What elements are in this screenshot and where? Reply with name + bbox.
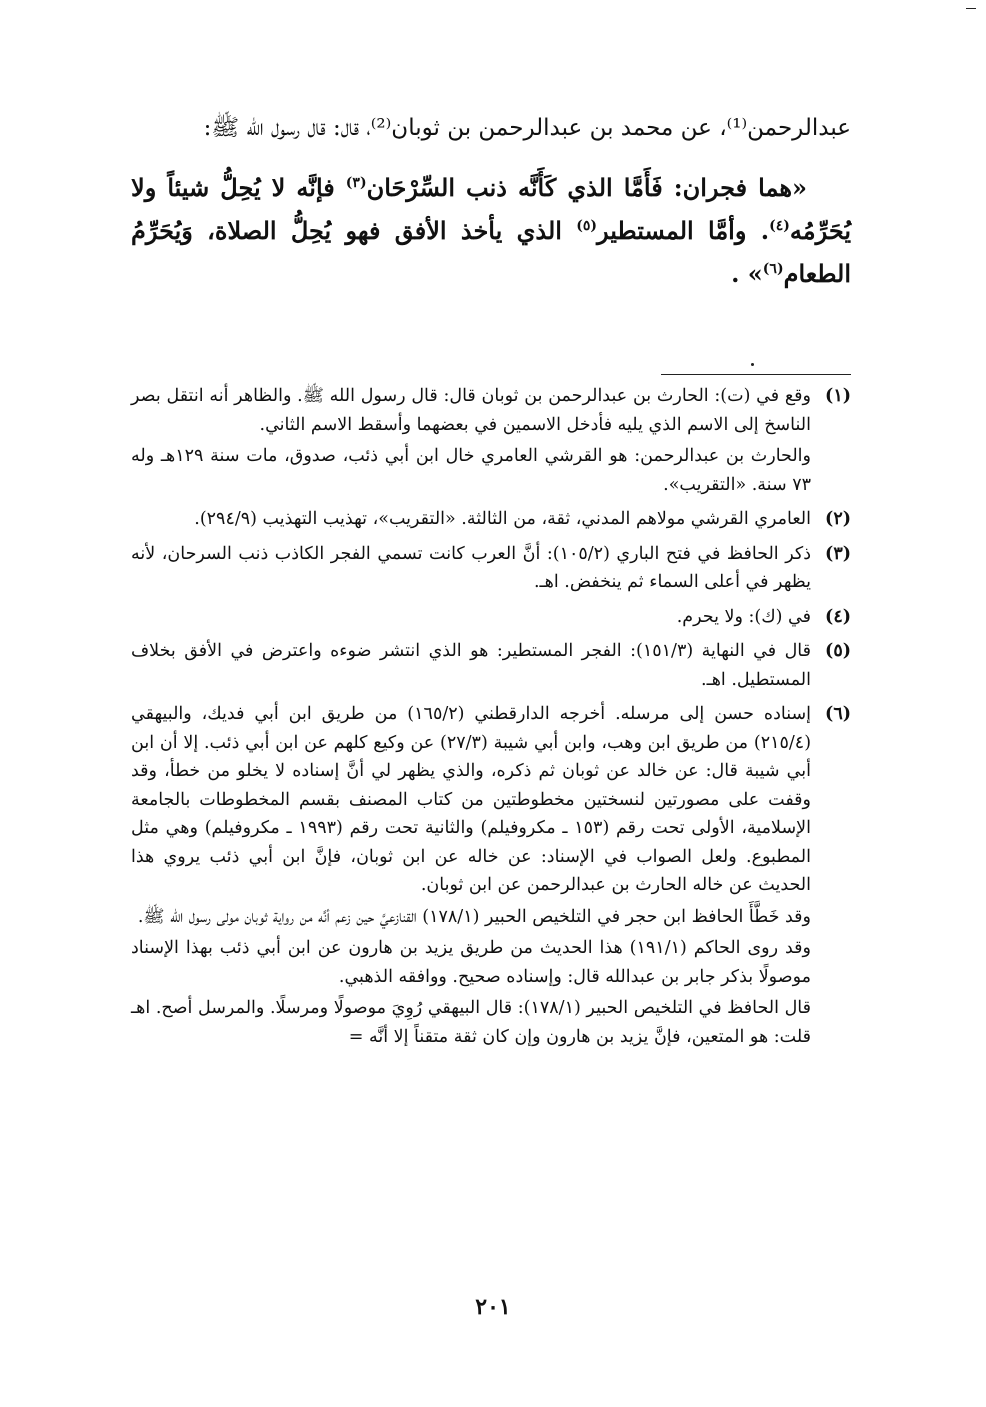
footnote-paragraph: قال في النهاية (١٥١/٣): الفجر المستطير: هو الذي انتشر ضوءه واعترض في الأفق بخلاف المستطيل. اهـ. bbox=[131, 641, 811, 690]
intro-paragraph: عبدالرحمن⁽¹⁾، عن محمد بن عبدالرحمن بن ثوبان⁽²⁾، قال: قال رسول الله ﷺ: bbox=[203, 115, 851, 141]
footnote-number: (٢) bbox=[825, 509, 851, 529]
footnote-ref: (٤) bbox=[769, 218, 790, 234]
footnote-body bbox=[131, 700, 811, 1054]
footnote-body bbox=[131, 603, 811, 635]
footnotes bbox=[131, 382, 851, 1057]
footnote-body bbox=[131, 382, 811, 502]
hadith-segment: «هما فجران: فَأَمَّا الذي كَأَنَّه ذنب السِّرْحَان bbox=[366, 173, 808, 202]
footnote-2 bbox=[131, 505, 851, 537]
footnote-3 bbox=[131, 540, 851, 600]
footnote-paragraph: وقد خَطَّأَ الحافظ ابن حجر في التلخيص الحبير (١٧٨/١) القنازعيَّ حين زعم أنَّه من رواية ثوبان مولى رسول الله ﷺ. bbox=[137, 906, 811, 927]
footnote-paragraph: قال الحافظ في التلخيص الحبير (١٧٨/١): قال البيهقي رُوِيَ موصولًا ومرسلًا. والمرسل أصح. اهـ قلت: هو المتعين، فإنَّ يزيد بن هارون وإن كان ثقة متقناً إلا أنَّه = bbox=[131, 998, 812, 1047]
hadith-segment: . وأمَّا المستطير bbox=[597, 216, 770, 245]
divider-dot bbox=[751, 363, 754, 366]
footnote-divider bbox=[661, 374, 851, 375]
footnote-number: (٦) bbox=[825, 704, 851, 724]
hadith-segment: » . bbox=[731, 259, 763, 288]
footnote-body bbox=[131, 637, 811, 697]
corner-mark bbox=[966, 8, 976, 9]
footnote-1 bbox=[131, 382, 851, 502]
footnote-paragraph: في (ك): ولا يحرم. bbox=[676, 606, 811, 627]
footnote-4 bbox=[131, 603, 851, 635]
footnote-paragraph: العامري القرشي مولاهم المدني، ثقة، من الثالثة. «التقريب»، تهذيب التهذيب (٢٩٤/٩). bbox=[194, 509, 811, 529]
page-number: ٢٠١ bbox=[475, 1294, 511, 1320]
footnote-ref: (٥) bbox=[576, 218, 598, 234]
hadith-segment: الذي يأخذ الأفق فهو يُحِلُّ الصلاة، وَيُحَرِّمُ الطعام bbox=[131, 216, 851, 288]
footnote-body bbox=[131, 505, 811, 537]
footnote-number: (٣) bbox=[825, 543, 851, 564]
footnote-paragraph: والحارث بن عبدالرحمن: هو القرشي العامري خال ابن أبي ذئب، صدوق، مات سنة ١٢٩هـ وله ٧٣ سنة. «التقريب». bbox=[131, 446, 811, 495]
footnote-body bbox=[131, 540, 811, 600]
footnote-paragraph: ذكر الحافظ في فتح الباري (١٠٥/٢): أنَّ العرب كانت تسمي الفجر الكاذب ذنب السرحان، لأنه يظهر في أعلى السماء ثم ينخفض. اهـ. bbox=[131, 543, 811, 592]
footnote-6 bbox=[131, 700, 851, 1054]
main-text bbox=[131, 108, 851, 295]
hadith-segment: فإنَّه لا يُحِلُّ شيئاً ولا يُحَرِّمُه bbox=[131, 173, 851, 245]
footnote-number: (٥) bbox=[825, 641, 851, 661]
footnote-paragraph: إسناده حسن إلى مرسله. أخرجه الدارقطني (١٦٥/٢) من طريق ابن أبي فديك، والبيهقي (٢١٥/٤) من طريق ابن وهب، وابن أبي شيبة (٢٧/٣) عن وكيع كلهم عن ابن أبي ذئب. إلا أن ابن أبي شيبة قال: عن خالد عن ثوبان ثم ذكره، والذي يظهر لي أنَّ إسناده لا يخلو من خطأ، وقد وقفت على مصورتين لنسختين مخطوطتين من كتاب المصنف بقسم المخطوطات بالجامعة الإسلامية، الأولى تحت رقم (١٥٣ ـ مكروفيلم) والثانية تحت رقم (١٩٩٣ ـ مكروفيلم) وهي مثل المطبوع. ولعل الصواب في الإسناد: عن خاله عن ابن ثوبان، فإنَّ ابن أبي ذئب يروي هذا الحديث عن خاله الحارث بن عبدالرحمن عن ابن ثوبان. bbox=[131, 704, 812, 895]
hadith-text bbox=[131, 166, 851, 295]
footnote-number: (٤) bbox=[825, 606, 851, 627]
footnote-number: (١) bbox=[825, 386, 851, 406]
footnote-paragraph: وقع في (ت): الحارث بن عبدالرحمن بن ثوبان قال: قال رسول الله ﷺ. والظاهر أنه انتقل بصر الناسخ إلى الاسم الذي يليه فأدخل الاسمين في بعضهما وأسقط الاسم الثاني. bbox=[131, 386, 811, 435]
footnote-paragraph: وقد روى الحاكم (١٩١/١) هذا الحديث من طريق يزيد بن هارون عن ابن أبي ذئب بهذا الإسناد موصولًا بذكر جابر بن عبدالله قال: وإسناده صحيح. ووافقه الذهبي. bbox=[131, 938, 811, 987]
footnote-ref: (٦) bbox=[762, 261, 784, 277]
footnote-ref: (٣) bbox=[345, 175, 367, 191]
footnote-5 bbox=[131, 637, 851, 697]
